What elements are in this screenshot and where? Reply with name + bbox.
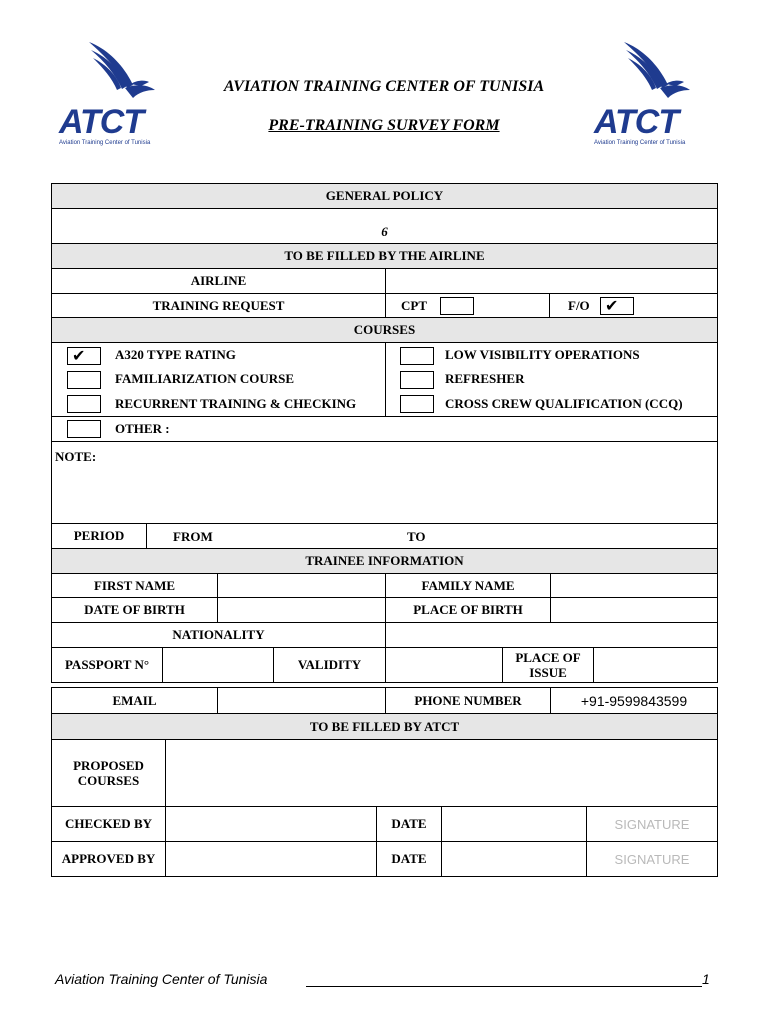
general-policy-heading: GENERAL POLICY bbox=[51, 183, 718, 209]
page-number: 1 bbox=[702, 971, 710, 987]
course-label: REFRESHER bbox=[445, 371, 525, 386]
airline-label: AIRLINE bbox=[51, 268, 386, 294]
email-label: EMAIL bbox=[51, 687, 218, 714]
atct-section-heading: TO BE FILLED BY ATCT bbox=[51, 713, 718, 740]
check-icon: ✔ bbox=[605, 296, 619, 315]
nationality-label: NATIONALITY bbox=[51, 622, 386, 648]
course-checkbox[interactable] bbox=[400, 395, 434, 413]
form-title: PRE-TRAINING SURVEY FORM bbox=[268, 117, 500, 134]
period-input[interactable] bbox=[146, 523, 718, 549]
approved-by-input[interactable] bbox=[165, 841, 377, 877]
checked-by-input[interactable] bbox=[165, 806, 377, 842]
airline-input[interactable] bbox=[385, 268, 718, 294]
proposed-courses-label: PROPOSED COURSES bbox=[51, 739, 166, 807]
bird-icon bbox=[590, 40, 720, 110]
course-label: A320 TYPE RATING bbox=[115, 347, 236, 362]
cpt-checkbox[interactable] bbox=[440, 297, 474, 315]
logo-subtitle: Aviation Training Center of Tunisia bbox=[59, 140, 151, 146]
fo-checkbox[interactable] bbox=[600, 297, 634, 315]
logo-subtitle: Aviation Training Center of Tunisia bbox=[594, 140, 686, 146]
approved-signature[interactable]: SIGNATURE bbox=[586, 841, 718, 877]
course-checkbox[interactable] bbox=[400, 371, 434, 389]
logo-text: ATCT bbox=[59, 103, 144, 141]
other-label: OTHER : bbox=[115, 421, 170, 436]
date-label: DATE bbox=[376, 806, 442, 842]
checked-date-input[interactable] bbox=[441, 806, 587, 842]
proposed-courses-input[interactable] bbox=[165, 739, 718, 807]
family-name-label: FAMILY NAME bbox=[385, 573, 551, 598]
bird-icon bbox=[55, 40, 185, 110]
first-name-label: FIRST NAME bbox=[51, 573, 218, 598]
other-checkbox[interactable] bbox=[67, 420, 101, 438]
course-checkbox[interactable] bbox=[67, 371, 101, 389]
approved-date-input[interactable] bbox=[441, 841, 587, 877]
place-of-issue-label: PLACE OF ISSUE bbox=[502, 647, 594, 683]
airline-section-heading: TO BE FILLED BY THE AIRLINE bbox=[51, 243, 718, 269]
fo-label: F/O bbox=[568, 298, 590, 313]
passport-input[interactable] bbox=[162, 647, 274, 683]
checked-signature[interactable]: SIGNATURE bbox=[586, 806, 718, 842]
to-label: TO bbox=[407, 529, 426, 544]
checked-by-label: CHECKED BY bbox=[51, 806, 166, 842]
cpt-label: CPT bbox=[401, 298, 427, 313]
org-title: AVIATION TRAINING CENTER OF TUNISIA bbox=[223, 78, 545, 95]
phone-input[interactable]: +91-9599843599 bbox=[550, 687, 718, 714]
period-label: PERIOD bbox=[51, 523, 147, 549]
general-policy-value: 6 bbox=[51, 208, 718, 244]
footer-text: Aviation Training Center of Tunisia bbox=[55, 971, 268, 987]
passport-label: PASSPORT N° bbox=[51, 647, 163, 683]
trainee-heading: TRAINEE INFORMATION bbox=[51, 548, 718, 574]
course-label: FAMILIARIZATION COURSE bbox=[115, 371, 295, 386]
family-name-input[interactable] bbox=[550, 573, 718, 598]
training-request-label: TRAINING REQUEST bbox=[51, 293, 386, 318]
validity-input[interactable] bbox=[385, 647, 503, 683]
pob-input[interactable] bbox=[550, 597, 718, 623]
cpt-cell bbox=[385, 293, 550, 318]
fo-cell bbox=[549, 293, 718, 318]
course-checkbox[interactable] bbox=[67, 395, 101, 413]
course-label: CROSS CREW QUALIFICATION (CCQ) bbox=[445, 396, 683, 411]
approved-by-label: APPROVED BY bbox=[51, 841, 166, 877]
courses-heading: COURSES bbox=[51, 317, 718, 343]
check-icon: ✔ bbox=[72, 346, 86, 365]
first-name-input[interactable] bbox=[217, 573, 386, 598]
course-checkbox[interactable] bbox=[400, 347, 434, 365]
footer-rule bbox=[306, 986, 702, 987]
nationality-input[interactable] bbox=[385, 622, 718, 648]
dob-input[interactable] bbox=[217, 597, 386, 623]
email-input[interactable] bbox=[217, 687, 386, 714]
note-field[interactable] bbox=[51, 441, 718, 524]
course-label: RECURRENT TRAINING & CHECKING bbox=[115, 396, 357, 411]
pob-label: PLACE OF BIRTH bbox=[385, 597, 551, 623]
course-checkbox[interactable] bbox=[67, 347, 101, 365]
course-label: LOW VISIBILITY OPERATIONS bbox=[445, 347, 640, 362]
validity-label: VALIDITY bbox=[273, 647, 386, 683]
place-of-issue-input[interactable] bbox=[593, 647, 718, 683]
date-label: DATE bbox=[376, 841, 442, 877]
dob-label: DATE OF BIRTH bbox=[51, 597, 218, 623]
from-label: FROM bbox=[173, 529, 213, 544]
phone-label: PHONE NUMBER bbox=[385, 687, 551, 714]
note-label: NOTE: bbox=[55, 449, 97, 464]
logo-text: ATCT bbox=[594, 103, 679, 141]
